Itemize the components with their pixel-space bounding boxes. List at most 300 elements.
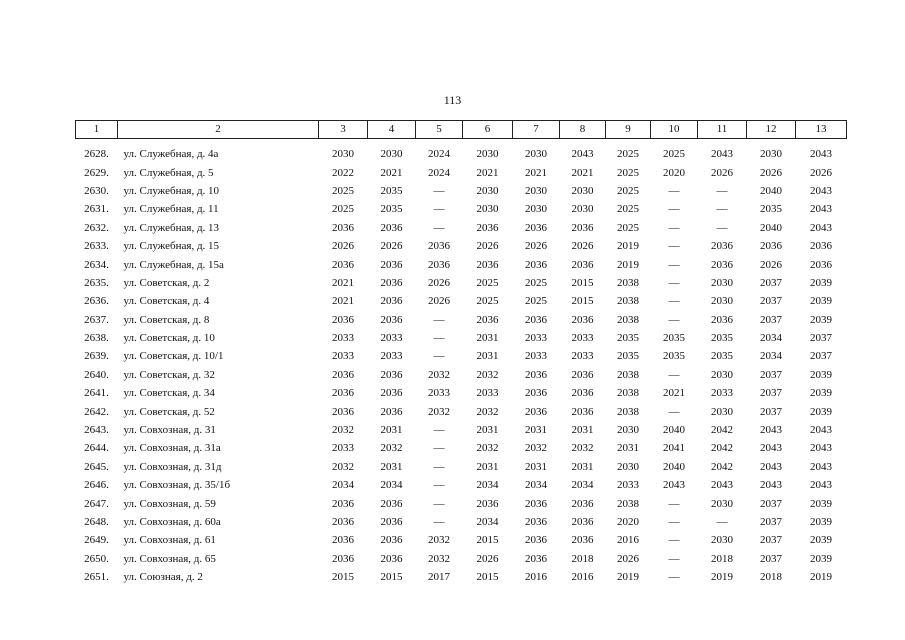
column-header-2: 2 [118,121,319,139]
year-cell: 2033 [525,350,547,363]
year-cell: 2030 [760,148,782,161]
table-row [76,550,847,568]
year-cell: 2043 [711,148,733,161]
year-cell: 2031 [617,442,639,455]
table-row [76,402,847,420]
year-cell: 2033 [380,350,403,363]
year-cell: 2038 [617,276,639,289]
column-header-9: 9 [606,121,651,139]
row-number-cell: 2646. [84,479,109,492]
year-cell: 2036 [476,258,499,271]
column-header-3: 3 [319,121,368,139]
year-cell: 2026 [428,295,450,308]
year-cell: 2034 [760,332,782,345]
year-cell: 2040 [663,460,685,473]
year-cell: 2021 [332,295,354,308]
year-cell: — [668,534,680,547]
year-cell: 2026 [332,240,354,253]
year-cell: 2037 [760,387,782,400]
year-cell: 2036 [332,313,354,326]
table-row [76,182,847,200]
year-cell: 2032 [428,534,450,547]
year-cell: 2039 [810,552,832,565]
year-cell: 2030 [476,203,499,216]
year-cell: 2024 [428,166,450,179]
year-cell: — [668,184,680,197]
address-cell: ул. Союзная, д. 2 [123,571,203,584]
column-number-header-row [76,121,847,139]
year-cell: — [668,295,680,308]
year-cell: 2043 [810,442,832,455]
year-cell: 2033 [571,350,594,363]
year-cell: 2019 [617,258,639,271]
year-cell: 2038 [617,497,639,510]
year-cell: — [433,442,445,455]
address-cell: ул. Советская, д. 10/1 [123,350,224,363]
year-cell: 2021 [332,276,354,289]
year-cell: — [433,516,445,528]
year-cell: 2019 [810,571,832,584]
year-cell: 2026 [476,552,499,565]
year-cell: 2034 [525,479,547,492]
address-cell: ул. Советская, д. 32 [123,368,215,381]
year-cell: 2036 [571,497,594,510]
year-cell: 2025 [525,276,547,289]
address-cell: ул. Советская, д. 2 [123,276,210,289]
year-cell: 2040 [663,424,685,437]
year-cell: — [668,571,680,584]
address-cell: ул. Совхозная, д. 35/1б [123,479,231,492]
year-cell: 2039 [810,313,832,326]
year-cell: 2036 [332,368,354,381]
year-cell: 2036 [332,516,354,528]
year-cell: 2036 [810,258,832,271]
year-cell: 2030 [476,184,499,197]
year-cell: — [433,424,445,437]
year-cell: 2043 [760,479,782,492]
year-cell: — [668,516,680,528]
year-cell: 2019 [617,571,639,584]
year-cell: 2038 [617,368,639,381]
year-cell: 2036 [380,221,403,234]
year-cell: 2036 [525,405,547,418]
table-row [76,476,847,494]
column-header-10: 10 [651,121,698,139]
year-cell: — [716,221,728,234]
year-cell: 2034 [760,350,782,363]
year-cell: — [433,184,445,197]
year-cell: 2030 [711,295,733,308]
year-cell: — [668,240,680,253]
year-cell: 2035 [617,350,639,363]
year-cell: 2033 [332,332,354,345]
year-cell: 2021 [380,166,403,179]
year-cell: 2035 [711,332,733,345]
year-cell: 2032 [476,442,499,455]
year-cell: 2026 [428,276,450,289]
table-row [76,329,847,347]
year-cell: 2032 [428,405,450,418]
year-cell: 2037 [760,276,782,289]
year-cell: 2038 [617,295,639,308]
year-cell: 2036 [711,313,733,326]
year-cell: — [668,313,680,326]
year-cell: 2018 [760,571,782,584]
year-cell: 2036 [380,368,403,381]
row-number-cell: 2633. [84,240,109,253]
year-cell: 2025 [617,166,639,179]
year-cell: 2015 [332,571,354,584]
year-cell: 2025 [617,148,639,161]
year-cell: 2036 [571,368,594,381]
year-cell: 2032 [476,368,499,381]
year-cell: 2032 [525,442,547,455]
year-cell: 2037 [810,332,832,345]
year-cell: — [716,203,728,216]
year-cell: — [716,184,728,197]
year-cell: 2031 [525,460,547,473]
year-cell: 2038 [617,313,639,326]
year-cell: 2036 [571,387,594,400]
year-cell: 2034 [476,479,499,492]
year-cell: — [433,332,445,345]
year-cell: 2026 [380,240,403,253]
year-cell: 2030 [617,460,639,473]
year-cell: 2034 [571,479,594,492]
year-cell: 2036 [810,240,832,253]
row-number-cell: 2632. [84,221,109,234]
year-cell: — [668,552,680,565]
year-cell: 2030 [525,148,547,161]
year-cell: 2036 [380,276,403,289]
year-cell: — [433,221,445,234]
year-cell: 2030 [476,148,499,161]
table-row [76,568,847,586]
year-cell: 2035 [711,350,733,363]
address-cell: ул. Совхозная, д. 59 [123,497,216,510]
year-cell: 2036 [380,313,403,326]
year-cell: 2033 [525,332,547,345]
year-cell: 2026 [810,166,832,179]
year-cell: 2021 [525,166,547,179]
year-cell: 2031 [476,460,499,473]
year-cell: 2033 [571,332,594,345]
year-cell: 2034 [476,516,499,528]
year-cell: 2031 [476,332,499,345]
year-cell: — [668,258,680,271]
year-cell: 2036 [476,313,499,326]
year-cell: 2030 [711,405,733,418]
year-cell: 2033 [711,387,733,400]
year-cell: 2036 [525,534,547,547]
year-cell: 2026 [760,258,782,271]
year-cell: 2025 [332,184,354,197]
year-cell: 2030 [711,497,733,510]
column-header-12: 12 [747,121,796,139]
column-header-4: 4 [368,121,416,139]
year-cell: 2036 [571,534,594,547]
year-cell: 2021 [476,166,499,179]
year-cell: 2018 [711,552,733,565]
year-cell: 2035 [663,332,685,345]
year-cell: 2043 [810,424,832,437]
table-row [76,347,847,365]
address-cell: ул. Совхозная, д. 60а [123,516,221,528]
year-cell: 2043 [760,442,782,455]
year-cell: 2021 [571,166,594,179]
year-cell: 2026 [525,240,547,253]
year-cell: 2039 [810,276,832,289]
year-cell: 2031 [380,460,403,473]
address-cell: ул. Служебная, д. 15 [123,240,220,253]
year-cell: 2017 [428,571,450,584]
year-cell: 2042 [711,460,733,473]
year-cell: 2018 [571,552,594,565]
year-cell: 2037 [760,534,782,547]
year-cell: 2036 [571,221,594,234]
table-row [76,513,847,531]
address-cell: ул. Совхозная, д. 31а [123,442,221,455]
year-cell: 2039 [810,387,832,400]
row-number-cell: 2628. [84,148,109,161]
row-number-cell: 2630. [84,184,109,197]
row-number-cell: 2644. [84,442,109,455]
table-row [76,439,847,457]
year-cell: 2026 [617,552,639,565]
table-row [76,255,847,273]
year-cell: 2036 [711,258,733,271]
row-number-cell: 2637. [84,313,109,326]
row-number-cell: 2638. [84,332,109,345]
row-number-cell: 2645. [84,460,109,473]
year-cell: 2036 [711,240,733,253]
year-cell: 2025 [663,148,685,161]
year-cell: 2037 [760,405,782,418]
address-cell: ул. Совхозная, д. 31д [123,460,222,473]
year-cell: — [433,203,445,216]
year-cell: 2030 [711,534,733,547]
year-cell: — [668,276,680,289]
year-cell: 2025 [617,221,639,234]
year-cell: 2035 [380,203,403,216]
year-cell: 2040 [760,221,782,234]
year-cell: 2026 [571,240,594,253]
year-cell: — [433,479,445,492]
table-row [76,163,847,181]
year-cell: 2030 [711,276,733,289]
address-cell: ул. Служебная, д. 11 [123,203,219,216]
table-row [76,219,847,237]
table-row [76,458,847,476]
year-cell: 2038 [617,387,639,400]
address-cell: ул. Советская, д. 10 [123,332,215,345]
year-cell: 2036 [380,387,403,400]
year-cell: 2033 [332,442,354,455]
year-cell: 2030 [711,368,733,381]
year-cell: 2032 [380,442,403,455]
year-cell: 2034 [332,479,354,492]
row-number-cell: 2640. [84,368,109,381]
year-cell: 2015 [571,276,594,289]
year-cell: 2036 [380,516,403,528]
year-cell: 2034 [380,479,403,492]
year-cell: 2020 [663,166,685,179]
year-cell: 2043 [810,184,832,197]
year-cell: 2033 [332,350,354,363]
address-cell: ул. Служебная, д. 10 [123,184,220,197]
year-cell: 2036 [332,497,354,510]
year-cell: 2036 [380,497,403,510]
year-cell: 2031 [525,424,547,437]
year-cell: 2030 [332,148,354,161]
year-cell: — [668,368,680,381]
address-cell: ул. Совхозная, д. 31 [123,424,216,437]
year-cell: 2015 [571,295,594,308]
year-cell: 2036 [571,405,594,418]
table-row [76,531,847,549]
year-cell: 2021 [663,387,685,400]
year-cell: — [668,203,680,216]
year-cell: 2024 [428,148,450,161]
row-number-cell: 2636. [84,295,109,308]
column-header-8: 8 [560,121,606,139]
year-cell: 2032 [428,368,450,381]
year-cell: 2037 [810,350,832,363]
year-cell: 2036 [332,387,354,400]
year-cell: 2042 [711,442,733,455]
table-row [76,200,847,218]
row-number-cell: 2649. [84,534,109,547]
year-cell: 2043 [663,479,685,492]
address-cell: ул. Советская, д. 52 [123,405,215,418]
row-number-cell: 2651. [84,571,109,584]
year-cell: 2036 [332,405,354,418]
year-cell: 2030 [380,148,403,161]
year-cell: 2025 [617,203,639,216]
address-cell: ул. Служебная, д. 4а [123,148,219,161]
year-cell: 2043 [810,460,832,473]
table-row [76,384,847,402]
year-cell: — [668,405,680,418]
row-number-cell: 2641. [84,387,109,400]
year-cell: 2036 [428,240,450,253]
year-cell: — [433,313,445,326]
year-cell: 2043 [810,148,832,161]
year-cell: 2025 [617,184,639,197]
column-header-5: 5 [416,121,463,139]
year-cell: 2036 [476,221,499,234]
year-cell: 2015 [380,571,403,584]
year-cell: 2036 [525,552,547,565]
year-cell: 2035 [663,350,685,363]
year-cell: 2036 [525,368,547,381]
year-cell: 2032 [428,552,450,565]
year-cell: 2036 [428,258,450,271]
year-cell: 2036 [332,534,354,547]
row-number-cell: 2634. [84,258,109,271]
address-cell: ул. Служебная, д. 5 [123,166,214,179]
year-cell: — [716,516,728,528]
row-number-cell: 2650. [84,552,109,565]
address-cell: ул. Служебная, д. 13 [123,221,220,234]
year-cell: 2032 [476,405,499,418]
year-cell: 2036 [380,534,403,547]
year-cell: 2037 [760,295,782,308]
row-number-cell: 2647. [84,497,109,510]
year-cell: 2025 [332,203,354,216]
year-cell: 2026 [760,166,782,179]
year-cell: 2043 [571,148,594,161]
year-cell: 2037 [760,552,782,565]
year-cell: 2026 [476,240,499,253]
year-cell: — [433,497,445,510]
table-row [76,421,847,439]
year-cell: 2039 [810,516,832,528]
year-cell: 2037 [760,516,782,528]
year-cell: 2016 [617,534,639,547]
year-cell: 2039 [810,368,832,381]
year-cell: 2037 [760,497,782,510]
year-cell: 2036 [476,497,499,510]
table-row [76,366,847,384]
year-cell: 2019 [711,571,733,584]
year-cell: 2031 [571,460,594,473]
year-cell: 2043 [760,460,782,473]
year-cell: 2043 [760,424,782,437]
year-cell: 2025 [476,295,499,308]
year-cell: 2036 [332,552,354,565]
year-cell: — [668,221,680,234]
year-cell: 2036 [525,387,547,400]
year-cell: 2030 [617,424,639,437]
year-cell: 2025 [525,295,547,308]
year-cell: 2043 [810,221,832,234]
year-cell: 2036 [380,405,403,418]
address-cell: ул. Совхозная, д. 61 [123,534,216,547]
page-number: 113 [443,93,462,107]
year-cell: 2016 [571,571,594,584]
year-cell: 2035 [380,184,403,197]
year-cell: 2036 [571,313,594,326]
year-cell: 2040 [760,184,782,197]
address-cell: ул. Совхозная, д. 65 [123,552,216,565]
year-cell: 2026 [711,166,733,179]
year-cell: 2030 [571,203,594,216]
year-cell: 2033 [428,387,450,400]
year-cell: — [433,460,445,473]
row-number-cell: 2643. [84,424,109,437]
year-cell: 2035 [617,332,639,345]
year-cell: 2036 [525,258,547,271]
year-cell: 2015 [476,571,499,584]
year-cell: 2043 [810,203,832,216]
year-cell: 2036 [760,240,782,253]
year-cell: 2033 [380,332,403,345]
year-cell: 2043 [711,479,733,492]
year-cell: 2036 [380,258,403,271]
year-cell: 2036 [571,516,594,528]
row-number-cell: 2631. [84,203,109,216]
table-row [76,494,847,512]
year-cell: 2030 [525,203,547,216]
address-cell: ул. Советская, д. 8 [123,313,210,326]
year-cell: 2036 [571,258,594,271]
year-cell: 2031 [571,424,594,437]
year-cell: 2030 [571,184,594,197]
column-header-6: 6 [463,121,513,139]
year-cell: — [433,350,445,363]
column-header-7: 7 [513,121,560,139]
